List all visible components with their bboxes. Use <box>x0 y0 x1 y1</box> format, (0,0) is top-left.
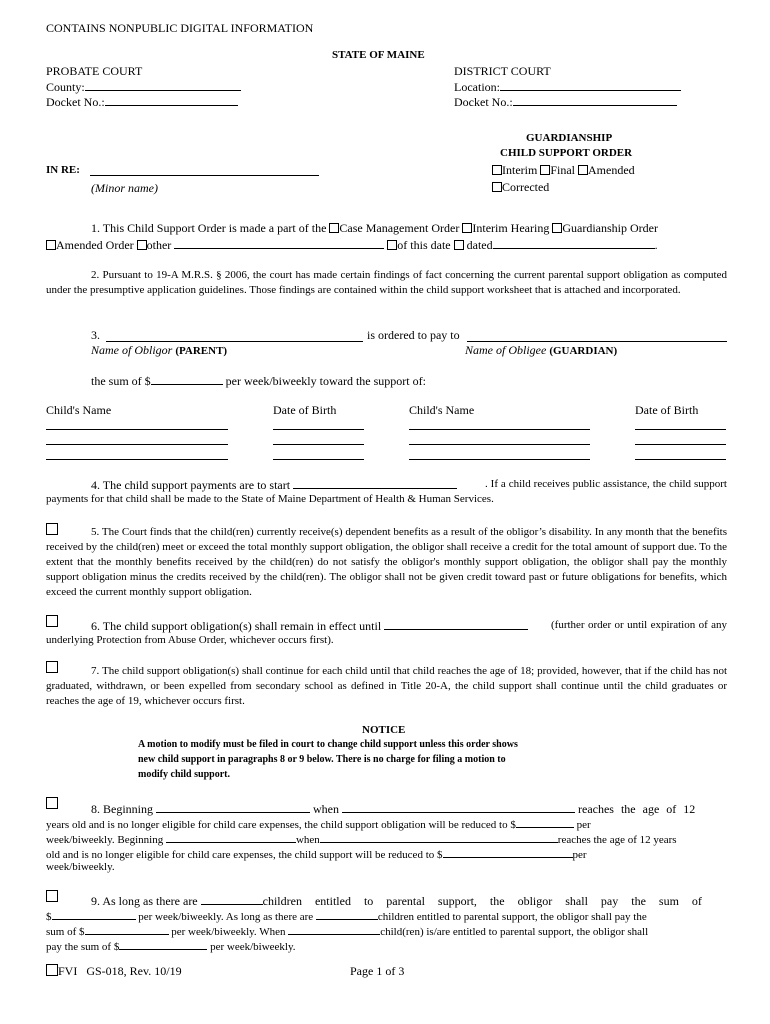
sum-label: the sum of $ <box>91 374 151 388</box>
para8-date-input-1[interactable] <box>156 801 310 813</box>
amended-order-checkbox[interactable] <box>46 240 56 250</box>
child-dob-line[interactable] <box>273 459 364 460</box>
para9-checkbox[interactable] <box>46 890 58 902</box>
child-name-line[interactable] <box>409 429 590 430</box>
para8-beginning-2: week/biweekly. Beginning <box>46 834 164 846</box>
notice-line1: A motion to modify must be filed in court to change child support unless this order shows <box>138 739 518 750</box>
child-name-line[interactable] <box>409 459 590 460</box>
probate-county-field[interactable] <box>46 79 241 94</box>
para8-amount-input-2[interactable] <box>443 846 573 858</box>
para3-sum <box>91 373 426 388</box>
obligee-caption <box>465 343 617 358</box>
notice-line3: modify child support. <box>138 769 230 780</box>
para6-text-b: (further order or until expiration of any underlying Protection from Abuse Order, whichever occurs first). <box>46 619 727 646</box>
para9-line3 <box>46 923 648 939</box>
child-name-header-1: Child's Name <box>46 403 112 417</box>
guardianship-order-label: Guardianship Order <box>562 221 658 235</box>
para9-line2 <box>46 908 647 924</box>
minor-name-input-line[interactable] <box>90 175 319 176</box>
dated-checkbox[interactable] <box>454 240 464 250</box>
para8-reaches-2: reaches the age of 12 years <box>557 834 677 846</box>
notice-title: NOTICE <box>362 724 406 736</box>
footer-left <box>46 964 182 978</box>
para8-per-2: per <box>572 849 587 861</box>
notice-line2: new child support in paragraphs 8 or 9 below. There is no charge for filing a motion to <box>138 754 506 765</box>
para8-child-input-2[interactable] <box>320 831 558 843</box>
child-name-line[interactable] <box>46 429 228 430</box>
para9-line1 <box>91 893 702 908</box>
case-management-checkbox[interactable] <box>329 223 339 233</box>
obligee-input-line[interactable] <box>467 341 727 342</box>
probate-docket-field[interactable] <box>46 94 238 109</box>
para9-sum-label: sum of $ <box>46 926 85 938</box>
obligor-role: (PARENT) <box>175 345 228 357</box>
other-checkbox[interactable] <box>137 240 147 250</box>
dated-input-line[interactable] <box>493 237 655 249</box>
form-id: GS-018, Rev. 10/19 <box>86 964 182 978</box>
para8-beginning: 8. Beginning <box>91 802 153 816</box>
para5-text: 5. The Court finds that the child(ren) currently receive(s) dependent benefits as a result of the obligor’s disability. In any month that the benefits received by the child(ren) meet or exceed the total monthly support obligation, the obligor shall receive a credit for the total amount of support due. To the extent that the monthly benefits received by the child(ren) do not satisfy the obligor's monthly support obligation, the obligor shall pay the monthly support obligation minus the credits received by the child(ren). The obligor shall not be given credit toward past or future obligations for benefits, which exceed the current monthly support obligation. <box>46 526 727 598</box>
corrected-checkbox[interactable] <box>492 182 502 192</box>
child-name-line[interactable] <box>46 444 228 445</box>
probate-docket-input-line[interactable] <box>105 94 238 106</box>
para9-dollar-1: $ <box>46 911 52 923</box>
para9-amount-input-1[interactable] <box>52 908 136 920</box>
child-name-line[interactable] <box>46 459 228 460</box>
minor-name-caption: (Minor name) <box>91 181 158 195</box>
para4-text-b: . If a child receives public assistance, the child support payments for that child shall be made to the State of Maine Department of Health & Human Services. <box>46 478 727 505</box>
location-input-line[interactable] <box>500 79 681 91</box>
dob-header-2: Date of Birth <box>635 403 699 417</box>
para9-entitled-3: child(ren) is/are entitled to parental support, the obligor shall <box>380 926 649 938</box>
in-re-label: IN RE: <box>46 164 80 176</box>
amended-label: Amended <box>588 163 635 177</box>
para9-when: per week/biweekly. When <box>171 926 286 938</box>
amended-order-label: Amended Order <box>56 238 134 252</box>
probate-docket-label: Docket No.: <box>46 95 105 109</box>
para8-when-2: when <box>295 834 320 846</box>
para2-text: 2. Pursuant to 19-A M.R.S. § 2006, the court has made certain findings of fact concerning the current parental support obligation as computed under the presumptive application guidelines. Those findings are contained within the child support worksheet that is attached and incorporated. <box>46 269 727 296</box>
location-label: Location: <box>454 80 500 94</box>
para8-checkbox[interactable] <box>46 797 58 809</box>
para9-amount-input-2[interactable] <box>85 923 169 935</box>
para6-text-a: 6. The child support obligation(s) shall remain in effect until <box>91 619 382 633</box>
para8-date-input-2[interactable] <box>166 831 296 843</box>
para1-line1 <box>91 221 658 235</box>
page-number: Page 1 of 3 <box>350 964 405 978</box>
of-this-date-label: of this date <box>397 238 451 252</box>
para9-count-input-3[interactable] <box>288 923 380 935</box>
para8-child-input-1[interactable] <box>342 801 575 813</box>
para8-line1 <box>91 801 695 816</box>
dob-header-1: Date of Birth <box>273 403 337 417</box>
sum-input-line[interactable] <box>151 373 223 385</box>
para8-line4 <box>46 846 587 862</box>
classification-header: CONTAINS NONPUBLIC DIGITAL INFORMATION <box>46 21 314 35</box>
form-title-line1: GUARDIANSHIP <box>526 132 613 144</box>
county-input-line[interactable] <box>85 79 241 91</box>
interim-hearing-checkbox[interactable] <box>462 223 472 233</box>
para8-when-1: when <box>313 802 339 816</box>
sum-suffix: per week/biweekly toward the support of: <box>225 374 426 388</box>
para8-line5: week/biweekly. <box>46 861 115 873</box>
para3-num: 3. <box>91 328 100 342</box>
child-name-header-2: Child's Name <box>409 403 475 417</box>
district-location-field[interactable] <box>454 79 681 94</box>
para9-line4 <box>46 938 296 954</box>
child-dob-line[interactable] <box>273 429 364 430</box>
other-input-line[interactable] <box>174 237 384 249</box>
child-dob-line[interactable] <box>635 459 726 460</box>
interim-label: Interim <box>502 163 538 177</box>
guardianship-order-checkbox[interactable] <box>552 223 562 233</box>
para9-per: per week/biweekly. <box>210 941 296 953</box>
order-type-options <box>492 163 635 177</box>
case-management-label: Case Management Order <box>339 221 460 235</box>
para4-text-a: 4. The child support payments are to start <box>91 478 291 492</box>
form-title-line2: CHILD SUPPORT ORDER <box>500 147 633 159</box>
para8-amount-input-1[interactable] <box>516 816 574 828</box>
district-court-title: DISTRICT COURT <box>454 64 551 78</box>
para1-line2 <box>46 237 658 252</box>
para8-line3 <box>46 831 677 847</box>
final-checkbox[interactable] <box>540 165 550 175</box>
fvi-checkbox[interactable] <box>46 964 58 976</box>
para9-amount-input-3[interactable] <box>119 938 207 950</box>
para1-end: . <box>654 238 658 252</box>
para8-per-1: per <box>576 819 591 831</box>
para9-entitled-1: children entitled to parental support, the obligor shall pay the sum of <box>262 894 702 908</box>
child-name-line[interactable] <box>409 444 590 445</box>
para9-as-long-1: 9. As long as there are <box>91 894 198 908</box>
para3-ordered: is ordered to pay to <box>367 328 460 342</box>
para8-reduced-1: years old and is no longer eligible for child care expenses, the child support obligation will be reduced to $ <box>46 819 516 831</box>
obligee-role: (GUARDIAN) <box>549 345 618 357</box>
obligor-input-line[interactable] <box>106 341 363 342</box>
county-label: County: <box>46 80 85 94</box>
district-docket-label: Docket No.: <box>454 95 513 109</box>
probate-court-title: PROBATE COURT <box>46 64 143 78</box>
para8-line2 <box>46 816 591 832</box>
para8-reduced-2: old and is no longer eligible for child care expenses, the child support will be reduced to $ <box>46 849 443 861</box>
child-dob-line[interactable] <box>635 444 726 445</box>
para8-reaches-1: reaches the age of 12 <box>578 802 696 816</box>
fvi-label: FVI <box>58 964 78 978</box>
child-dob-line[interactable] <box>635 429 726 430</box>
other-label: other <box>146 238 172 252</box>
interim-checkbox[interactable] <box>492 165 502 175</box>
para7-text: 7. The child support obligation(s) shall continue for each child until that child reaches the age of 18; provided, however, that if the child has not graduated, withdrawn, or been expelled from secondary school as defined in Title 20-A, the child support shall continue until the child graduates or reaches the age of 19, whichever occurs first. <box>46 665 727 707</box>
obligor-label: Name of Obligor <box>91 343 173 357</box>
final-label: Final <box>550 163 575 177</box>
para9-count-input-2[interactable] <box>316 908 378 920</box>
para9-as-long-2: per week/biweekly. As long as there are <box>138 911 314 923</box>
para9-entitled-2: children entitled to parental support, the obligor shall pay the <box>377 911 647 923</box>
of-this-date-checkbox[interactable] <box>387 240 397 250</box>
corrected-label: Corrected <box>502 180 550 194</box>
para9-count-input-1[interactable] <box>201 893 263 905</box>
child-dob-line[interactable] <box>273 444 364 445</box>
para9-pay-label: pay the sum of $ <box>46 941 120 953</box>
obligor-caption <box>91 343 227 358</box>
corrected-option <box>492 180 549 194</box>
state-title: STATE OF MAINE <box>332 49 425 61</box>
obligee-label: Name of Obligee <box>465 343 547 357</box>
amended-checkbox[interactable] <box>578 165 588 175</box>
district-docket-input-line[interactable] <box>513 94 677 106</box>
district-docket-field[interactable] <box>454 94 677 109</box>
para1-text: 1. This Child Support Order is made a part of the <box>91 221 327 235</box>
dated-label: dated <box>466 238 493 252</box>
interim-hearing-label: Interim Hearing <box>472 221 550 235</box>
